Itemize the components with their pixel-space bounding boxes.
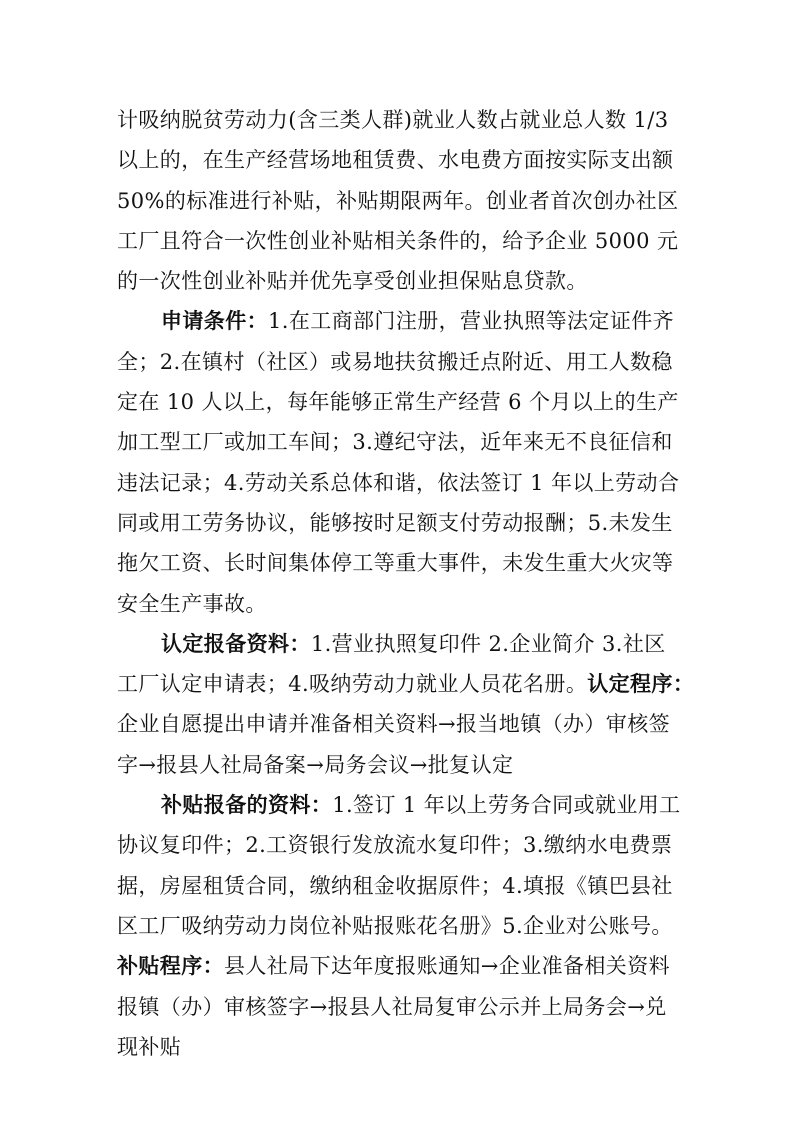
paragraph-line: 工厂且符合一次性创业补贴相关条件的，给予企业 5000 元	[117, 228, 679, 253]
paragraph-line: 安全生产事故。	[117, 591, 267, 616]
paragraph-line: 加工型工厂或加工车间；3.遵纪守法，近年来无不良征信和	[117, 430, 673, 455]
paragraph-line: 违法记录；4.劳动关系总体和谐，依法签订 1 年以上劳动合	[117, 470, 680, 495]
paragraph-line: 定在 10 人以上，每年能够正常生产经营 6 个月以上的生产	[117, 390, 679, 415]
paragraph-line: 企业自愿提出申请并准备相关资料→报当地镇（办）审核签	[117, 712, 670, 737]
subsidy-materials-text: 1.签订 1 年以上劳务合同或就业用工	[332, 793, 681, 818]
subsidy-first-line	[117, 785, 681, 825]
conditions-text: 1.在工商部门注册，营业执照等法定证件齐	[268, 309, 675, 334]
subsidy-procedure-text: 县人社局下达年度报账通知→企业准备相关资料	[224, 954, 670, 979]
paragraph-line: 报镇（办）审核签字→报县人社局复审公示并上局务会→兑	[117, 994, 667, 1019]
subsidy-materials-heading: 补贴报备的资料：	[161, 793, 333, 818]
conditions-first-line	[117, 301, 677, 341]
certification-materials-text: 1.营业执照复印件 2.企业简介 3.社区	[310, 631, 666, 656]
paragraph-line: 全；2.在镇村（社区）或易地扶贫搬迁点附近、用工人数稳	[117, 349, 673, 374]
certification-procedure-heading: 认定程序：	[587, 672, 695, 697]
certification-materials-heading: 认定报备资料：	[161, 631, 311, 656]
paragraph-line: 现补贴	[117, 1034, 182, 1059]
paragraph-line: 计吸纳脱贫劳动力(含三类人群)就业人数占就业总人数 1/3	[117, 108, 669, 132]
paragraph-line: 以上的，在生产经营场地租赁费、水电费方面按实际支出额	[117, 148, 674, 173]
paragraph-line: 字→报县人社局备案→局务会议→批复认定	[117, 752, 514, 777]
conditions-heading: 申请条件：	[161, 309, 268, 334]
subsidy-procedure-first-line	[117, 946, 677, 986]
subsidy-procedure-heading: 补贴程序：	[117, 954, 224, 979]
certification-materials-text: 工厂认定申请表；4.吸纳劳动力就业人员花名册。	[117, 672, 588, 697]
paragraph-line: 的一次性创业补贴并优先享受创业担保贴息贷款。	[117, 269, 588, 294]
paragraph-line: 区工厂吸纳劳动力岗位补贴报账花名册》5.企业对公账号。	[117, 913, 673, 938]
document-body	[117, 100, 695, 1067]
paragraph-line: 协议复印件；2.工资银行发放流水复印件；3.缴纳水电费票	[117, 833, 673, 858]
paragraph-line: 拖欠工资、长时间集体停工等重大事件，未发生重大火灾等	[117, 551, 674, 576]
paragraph-line: 同或用工劳务协议，能够按时足额支付劳动报酬；5.未发生	[117, 510, 673, 535]
certification-second-line	[117, 664, 695, 704]
paragraph-line: 据，房屋租赁合同，缴纳租金收据原件；4.填报《镇巴县社	[117, 873, 673, 898]
certification-first-line	[117, 624, 677, 664]
paragraph-line: 50%的标准进行补贴，补贴期限两年。创业者首次创办社区	[117, 188, 679, 213]
